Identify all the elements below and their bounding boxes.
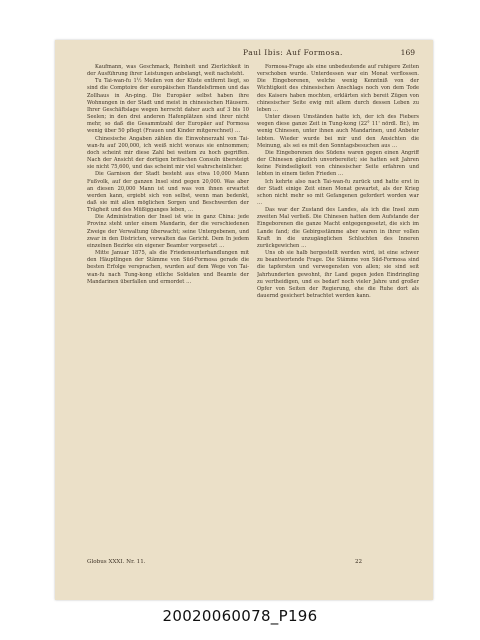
paragraph: Unter diesen Umständen hatte ich, der ich des Fiebers wegen diese ganze Zeit in Tung-kong (22° 11' nördl. Br.), im wenig Chinesen, unter ihnen auch Mandarinen, und Anbeter lebten. Wieder wurde bei mir und den Ansichten die Meinung, als sei es mit den Sonntagsbesuchen aus … <box>257 114 419 149</box>
scanned-page <box>55 40 433 600</box>
paragraph: Die Garnison der Stadt besteht aus etwa 10,000 Mann Fußvolk, auf der ganzen Insel sind gegen 20,000. Was aber an diesen 20,000 Mann ist und was von ihnen erwartet werden kann, ergiebt sich von selbst, wenn man bedenkt, daß sie mit allen möglichen Sorgen und Beschwerden der Trägheit und des Müßigganges leben, … <box>87 171 249 214</box>
paragraph: Die Eingeborenen des Südens waren gegen einen Angriff der Chinesen gänzlich unvorbereitet; sie hatten seit Jahren keine Feindseligkeit von chinesischer Seite erfahren und lebten in einem tiefen Frieden … <box>257 149 419 178</box>
page-number: 169 <box>400 48 415 57</box>
paragraph: Das war der Zustand des Landes, als ich die Insel zum zweiten Mal verließ. Die Chinesen hatten dem Aufstande der Eingeborenen die ganze Macht entgegengesetzt, die sich im Lande fand; die Gebirgsstämme aber waren in ihrer vollen Kraft in die unzugänglichen Schluchten des Inneren zurückgewichen … <box>257 207 419 249</box>
right-text-column <box>257 64 419 554</box>
paragraph: Tu Tai-wan-fu 1½ Meilen von der Küste entfernt liegt, so sind die Comptoire der europäischen Handelsfirmen und das Zollhaus in An-ping. Die Europäer selbst haben ihre Wohnungen in der Stadt und meist in chinesischen Häusern. Ihrer Geschäftslage wegen herrscht daher auch auf 3 bis 10 Seelen; in den drei anderen Hafenplätzen sind ihrer nicht mehr, so daß die Gesammtzahl der Europäer auf Formosa wenig über 50 pflegt (Frauen und Kinder mitgerechnet) … <box>87 78 249 135</box>
left-text-column <box>87 64 249 554</box>
paragraph: Mitte Januar 1875, als die Friedensunterhandlungen mit den Häuptlingen der Stämme von Süd-Formosa gerade die besten Erfolge versprachen, wurden auf dem Wege von Tai-wan-fu nach Tung-kong etliche Soldaten und Beamte der Mandarinen überfallen und ermordet … <box>87 250 249 285</box>
running-title: Paul Ibis: Auf Formosa. <box>243 48 343 57</box>
sheet-number: 22 <box>355 559 363 565</box>
page-header <box>93 48 423 60</box>
image-caption: 20020060078_P196 <box>162 607 318 625</box>
journal-signature: Globus XXXI. Nr. 11. <box>87 559 146 565</box>
paragraph: Ich kehrte also nach Tai-wan-fu zurück und hatte erst in der Stadt einige Zeit einen Monat gewartet, als der Krieg schon nicht mehr so mit Gefangenen gefordert worden war … <box>257 178 419 206</box>
paragraph: Chinesische Angaben zählen die Einwohnerzahl von Tai-wan-fu auf 200,000, ich weiß nicht woraus sie entnommen; doch scheint mir diese Zahl bei weitem zu hoch gegriffen. Nach der Ansicht der dortigen britischen Consuln übersteigt sie nicht 75,600, und das scheint mir viel wahrscheinlicher. <box>87 135 249 171</box>
page-footer <box>87 559 423 569</box>
paragraph: Kaufmann, was Geschmack, Reinheit und Zierlichkeit in der Ausführung ihrer Leistungen anbelangt, weit nachsteht. <box>87 64 249 78</box>
paragraph: Formosa-Frage als eine unbedeutende auf ruhigere Zeiten verschoben wurde. Unterdessen war ein Monat verflossen. Die Eingeborenen, welche wenig Kenntniß von der Wichtigkeit des chinesischen Anschlags noch von dem Tode des Kaisers haben mochten, erklärten sich bereit Zügen von chinesischer Seite ewig mit allem durch dessen Leben zu leben … <box>257 64 419 113</box>
paragraph: Die Administration der Insel ist wie in ganz China: jede Provinz steht unter einem Mandarin, der die verschiedenen Zweige der Verwaltung überwacht; seine Untergebenen, und zwar in den Districten, verwalten das Gericht. Dem In jedem einzelnen Bezirke ein eigener Beamter vorgesetzt … <box>87 214 249 249</box>
paragraph: Uns ob sie halb hergestellt werden wird, ist eine schwer zu beantwortende Frage. Die Stämme von Süd-Formosa sind die tapfersten und verwegensten von allen; sie sind seit Jahrhunderten gewohnt, ihr Land gegen jeden Eindringling zu vertheidigen, und es bedarf noch vieler Jahre und großer Opfer von Seiten der Regierung, ehe die Ruhe dort als dauernd gesichert betrachtet werden kann. <box>257 250 419 299</box>
